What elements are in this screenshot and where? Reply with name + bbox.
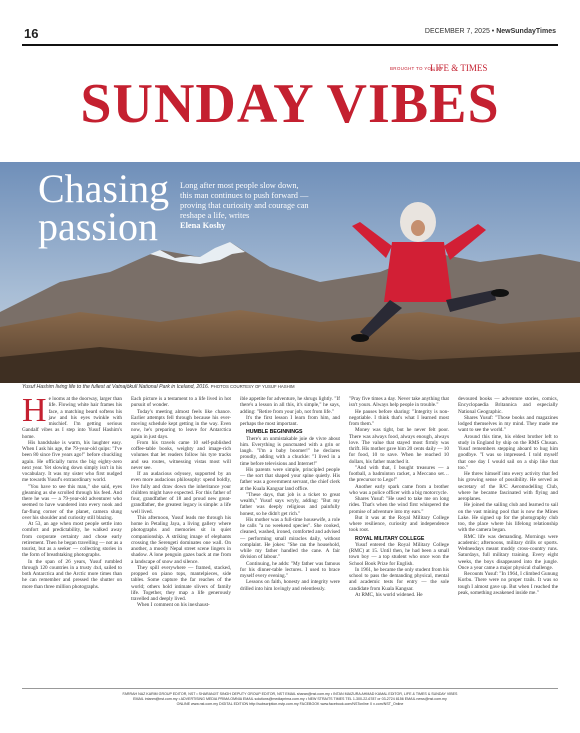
paragraph: But it was at the Royal Military College where resilience, curiosity and independence took root.	[349, 514, 449, 534]
paragraph: Recounts Yusuf: "In 1964, I climbed Gunung Korbu. There were no proper trails. It was so tough I almost gave up. But when I reached the peak, something awakened inside me."	[458, 571, 558, 596]
paragraph: His handshake is warm, his laughter easy. When I ask his age, the 79-year-old quips: "I've been 80 since five years ago!" before chuckling again. He officially turns the big eighty-zero next year. Yet slowing down simply isn't in his vocabulary. It was my sister who first nudged me towards Yusuf's extraordinary world.	[22, 439, 122, 484]
caption-text: Yusuf Hashim living life to the fullest at Vatnajökull National Park in Iceland, 2016.	[22, 384, 210, 390]
paragraph: Shares Yusuf: "Those books and magazines lodged themselves in my mind. They made me want to see the world."	[458, 414, 558, 434]
subhead-royal-military-college: ROYAL MILITARY COLLEGE	[355, 535, 425, 542]
paragraph: From his travels came 10 self-published coffee-table books, weighty and image-rich volumes that let readers follow his tyre tracks and sea routes, witnessing vistas most will never see.	[131, 439, 231, 471]
paragraph: "And with that, I bought treasures — a football, a badminton racket, a Meccano set… the precursor to Lego!"	[349, 464, 449, 484]
folio-divider	[22, 44, 558, 46]
footer-line-1: FARRAH NAZ KARIM GROUP EDITOR, NST • SHARANJIT SINGH DEPUTY GROUP EDITOR, NST EMAIL sharan@nst.com.my • INTAN MAIZURA AHMAD KAMAL EDITOR, LIFE & TIMES & SUNDAY VIBES	[122, 692, 458, 696]
paragraph: When I comment on his inexhaust-	[137, 602, 210, 609]
paragraph: Each picture is a testament to a life lived in hot pursuit of wonder.	[131, 396, 231, 409]
paragraph: Around this time, his eldest brother left to study in England by ship on the RMS Chusan. Yusuf remembers stepping aboard to hug him goodbye. "I was so impressed. I told myself that one day I would sail on a ship like that too."	[458, 433, 558, 471]
byline: Elena Koshy	[180, 221, 226, 230]
footer-line-3: ONLINE www.nst.com.my DIGITAL EDITION http://subscription.nstp.com.my FACEBOOK www.facebook.com/NSTonline X x.com/NST_Online	[176, 702, 404, 707]
paragraph: They spill everywhere — framed, stacked, propped on piano tops, mantelpieces, side tables. Some capture the far reaches of the world; others hold intimate slivers of family life. Together, they map a life generously travelled and deeply lived.	[131, 564, 231, 602]
column-5	[458, 396, 558, 681]
paragraph: His parents were simple, principled people — the sort that shaped your spine quietly. His father was a government servant, the chief clerk at the Kuala Kangsar land office.	[240, 466, 340, 492]
paragraph: This afternoon, Yusuf leads me through his home in Petaling Jaya, a living gallery where photographs and memories sit in quiet companionship. A striking image of elephants crossing the Serengeti dominates one wall. On another, a moody Nepal street scene lingers in shadow. A lone penguin gazes back at me from a landscape of snow and silence.	[131, 514, 231, 565]
paragraph: devoured books — adventure stories, comics, Encyclopaedia Britannica and especially National Geographic.	[458, 396, 558, 415]
headline-line-2: passion	[38, 204, 158, 249]
issue-date: DECEMBER 7, 2025 •	[424, 28, 495, 35]
paragraph: At 53, an age when most people settle into comfort and predictability, he walked away from corporate certainty and chose early retirement. Then he began travelling — not as a tourist, but as a seeker — collecting stories in the form of breathtaking photographs.	[22, 521, 122, 559]
paragraph: It's the first lesson I learn from him, and perhaps the most important.	[240, 414, 340, 427]
paragraph: Today's meeting almost feels like chance. Earlier attempts fell through because his ever-moving schedule kept getting in the way. Even now, he's preparing to leave for Antarctica again in just days.	[131, 408, 231, 440]
paragraph: Shares Yusuf: "He used to take me on long rides. That's when the wind first whispered the promise of adventure into my ears."	[349, 496, 449, 515]
paragraph: Yusuf entered the Royal Military College (RMC) at 15. Until then, he had been a small town boy — a top student who once won the School Book Prize for English.	[349, 541, 449, 567]
paragraph: "These days, that job is a ticket to great wealth," Yusuf says wryly, adding: "But my father was deeply religious and painfully honest, so he didn't get rich."	[240, 491, 340, 517]
column-4	[349, 396, 449, 681]
article-headline	[38, 166, 170, 249]
column-1	[22, 396, 122, 681]
page-number: 16	[24, 26, 39, 41]
paragraph: Another early spark came from a brother who was a police officer with a big motorcycle.	[349, 483, 449, 496]
paper-name: NewSundayTimes	[496, 28, 556, 35]
column-2	[131, 396, 231, 681]
paragraph: Money was tight, but he never felt poor. There was always food, always enough, always love. The value that stayed most firmly was thrift. His mother gave him 20 cents daily — 10 for food, 10 to save. When he reached 10 dollars, his father matched it.	[349, 427, 449, 465]
section-masthead: SUNDAY VIBES	[80, 73, 500, 135]
dek-text: Long after most people slow down, this man continues to push forward — proving that curiosity and courage can reshape a life, writes	[180, 181, 309, 220]
paragraph: RMC life was demanding. Mornings were academic; afternoons, military drills or sports. Wednesdays meant muddy cross-country runs. Saturdays, full military training. Every eight weeks, the boys disappeared into the jungle. Once a year came a major physical challenge.	[458, 533, 558, 571]
paragraph: Lessons on faith, honesty and integrity were drilled into him lovingly and relentlessly.	[240, 579, 340, 592]
photo-credit: PHOTOS COURTESY OF YUSUF HASHIM	[210, 384, 295, 389]
article-body	[22, 396, 560, 681]
staff-footer	[22, 688, 558, 708]
drop-cap: H	[22, 396, 47, 429]
paragraph: His mother was a full-time housewife, a role he calls "a no weekend species". She cooked, cleaned, washed, ironed, comforted and advised — performing small miracles daily, without complaint. He jokes: "She ran the household, while my father handled the cane. A fair division of labour."	[240, 516, 340, 561]
section-brand: LIFE & TIMES	[430, 63, 488, 73]
paragraph: He joined the sailing club and learned to sail on the vast mining pool that is now the Mines Lake. He signed up for the photography club too, the place where his lifelong relationship with the camera began.	[458, 502, 558, 534]
paragraph: ible appetite for adventure, he shrugs lightly. "If there's a lesson in all this, it's simple," he says, adding: "Retire from your job, not from life."	[240, 396, 340, 415]
sponsor-label: BROUGHT TO YOU BY	[390, 66, 444, 71]
paragraph: He threw himself into every activity that fed his growing sense of possibility. He served as secretary of the R/C Aeromodelling Club, where he became fascinated with flying and aeroplanes.	[458, 471, 558, 502]
paragraph: In the span of 26 years, Yusuf rumbled through 120 countries in a trusty 4x4, sailed to both Antarctica and the Arctic more times than he can remember and pressed the shutter on more than three million photographs.	[22, 558, 122, 590]
paragraph: At RMC, his world widened. He	[355, 591, 423, 598]
column-3	[240, 396, 340, 681]
headline-line-1: Chasing	[38, 166, 170, 211]
photo-caption	[22, 384, 295, 390]
page-folio	[0, 0, 580, 50]
footer-line-2: EMAIL intanm@nst.com.my • ADVERTISING MEDIA PRIMA OMNIA EMAIL solutions@mediaprima.com.my • NEW STRAITS TIMES TEL 1-300-22-6787 or 03-2724 8156 EMAIL news@nst.com.my	[133, 697, 447, 702]
folio-date	[425, 28, 556, 35]
paragraph: "Pray five times a day. Never take anything that isn't yours. Always help people in trouble."	[349, 396, 449, 409]
paragraph: He pauses before sharing: "Integrity is non-negotiable. I think that's what I learned most from them."	[349, 408, 449, 427]
paragraph: "You have to see this man," she said, eyes gleaming as she scrolled through his feed. And there he was — a 79-year-old adventurer who seemed to have wandered into every nook and far-flung corner of the planet, camera slung over his shoulder and curiosity still blazing.	[22, 483, 122, 521]
paragraph: Continuing, he adds: "My father was famous for his dinner-table lectures. I used to brace myself every evening."	[240, 560, 340, 579]
paragraph: e looms at the doorway, larger than life. Flowing white hair frames his face, a matching beard softens his jaw and his eyes twinkle with mischief. I'm getting serious Gandalf vibes as I step into Yusuf Hashim's home.	[22, 396, 122, 440]
article-dek	[180, 181, 310, 231]
paragraph: There's an unmistakable joie de vivre about him. Everything is punctuated with a grin or laugh. "I'm a baby boomer!" he declares proudly, adding with a chuckle: "I lived in a time before televisions and Internet!"	[240, 435, 340, 467]
paragraph: If an audacious odyssey, supported by an even more audacious philosophy: spend boldly, live fully and draw down the inheritance your children might have expected. For this father of four, grandfather of 18 and proud new great-grandfather, the greatest legacy is simple: a life well lived.	[131, 471, 231, 515]
subhead-humble-beginnings: HUMBLE BEGINNINGS	[246, 429, 303, 436]
paragraph: In 1961, he became the only student from his school to pass the demanding physical, mental and academic tests for entry — the sole candidate from Kuala Kangsar.	[349, 566, 449, 592]
